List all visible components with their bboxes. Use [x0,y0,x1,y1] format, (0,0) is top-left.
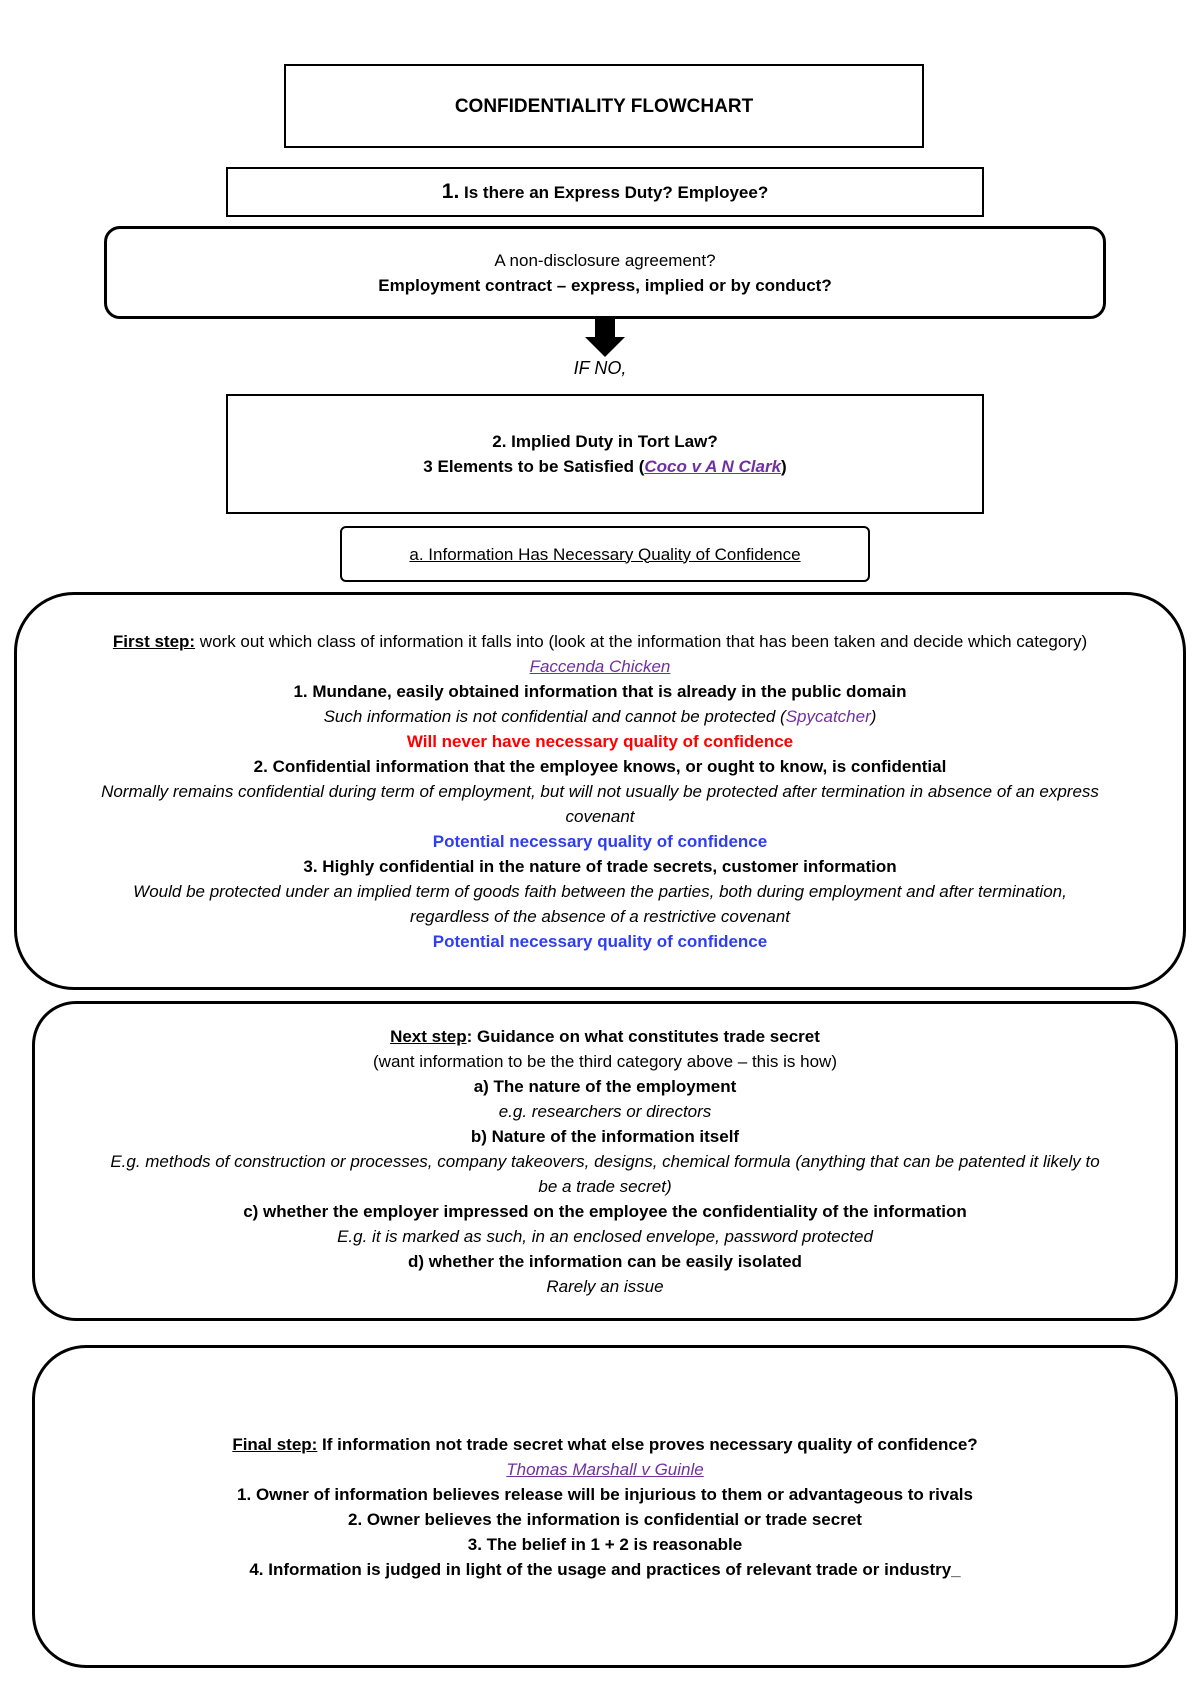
guidance-d-note: Rarely an issue [546,1276,664,1296]
final-item-1: 1. Owner of information believes release will be injurious to them or advantageous to rivals [237,1484,973,1504]
thomas-marshall-case-link[interactable]: Thomas Marshall v Guinle [506,1459,704,1479]
next-step-text: : Guidance on what constitutes trade secret [466,1026,820,1046]
first-step-box [14,592,1186,990]
guidance-c-note: E.g. it is marked as such, in an enclosed envelope, password protected [337,1226,873,1246]
category-2-title: 2. Confidential information that the employee knows, or ought to know, is confidential [253,756,947,776]
next-step-heading [390,1024,820,1049]
category-1-note [324,704,877,729]
guidance-a-note: e.g. researchers or directors [498,1101,712,1121]
next-step-sub: (want information to be the third category above – this is how) [373,1051,837,1071]
final-step-heading [232,1432,977,1457]
step1-box [226,167,984,217]
guidance-b-title: b) Nature of the information itself [470,1126,740,1146]
final-step-box [32,1345,1178,1668]
category-2-note-b: covenant [565,806,635,826]
down-arrow-icon [583,319,627,359]
step2-line-1: 2. Implied Duty in Tort Law? [492,432,718,451]
category-1-note-suffix: ) [870,706,877,726]
category-1-result: Will never have necessary quality of confidence [406,731,794,751]
express-duty-box [104,226,1106,319]
element-a-box [340,526,870,582]
express-line-1: A non-disclosure agreement? [494,250,716,270]
express-line-2: Employment contract – express, implied or by conduct? [378,275,832,295]
coco-case-link[interactable]: Coco v A N Clark [644,457,782,476]
final-item-2: 2. Owner believes the information is confidential or trade secret [348,1509,862,1529]
first-step-heading [113,629,1087,654]
category-3-result: Potential necessary quality of confidence [432,931,768,951]
step2-prefix: 3 Elements to be Satisfied ( [423,457,645,476]
step1-number: 1. [441,180,460,203]
category-2-note-a: Normally remains confidential during term of employment, but will not usually be protected after termination in absence of an express [101,781,1099,801]
category-2-result: Potential necessary quality of confidence [432,831,768,851]
category-1-note-prefix: Such information is not confidential and cannot be protected ( [323,706,786,726]
step2-line-2 [423,454,786,479]
element-a-label: a. Information Has Necessary Quality of Confidence [409,544,801,564]
step2-box [226,394,984,514]
guidance-d-title: d) whether the information can be easily isolated [408,1251,802,1271]
category-1-title: 1. Mundane, easily obtained information that is already in the public domain [293,681,907,701]
guidance-a-title: a) The nature of the employment [473,1076,737,1096]
final-item-4: 4. Information is judged in light of the usage and practices of relevant trade or industry_ [249,1559,961,1579]
spycatcher-case[interactable]: Spycatcher [785,706,871,726]
step2-suffix: ) [781,457,787,476]
category-3-note-a: Would be protected under an implied term of goods faith between the parties, both during employment and after termination, [133,881,1067,901]
step1-text: Is there an Express Duty? Employee? [459,183,769,202]
title-box [284,64,924,148]
step1-question [442,179,768,205]
if-no-label: IF NO, [573,358,627,378]
guidance-b-note-b: be a trade secret) [538,1176,672,1196]
category-3-note-b: regardless of the absence of a restrictive covenant [410,906,790,926]
guidance-b-note-a: E.g. methods of construction or processes, company takeovers, designs, chemical formula (anything that can be patented it likely to [110,1151,1100,1171]
faccenda-case-link[interactable]: Faccenda Chicken [529,656,671,676]
next-step-label: Next step [390,1026,467,1046]
first-step-label: First step: [112,631,196,651]
first-step-text: work out which class of information it falls into (look at the information that has been taken and decide which category) [195,631,1088,651]
final-step-text: If information not trade secret what else proves necessary quality of confidence? [317,1434,978,1454]
next-step-box [32,1001,1178,1321]
flowchart-title: CONFIDENTIALITY FLOWCHART [454,95,754,117]
final-item-3: 3. The belief in 1 + 2 is reasonable [467,1534,743,1554]
category-3-title: 3. Highly confidential in the nature of trade secrets, customer information [303,856,897,876]
final-step-label: Final step: [232,1434,318,1454]
guidance-c-title: c) whether the employer impressed on the employee the confidentiality of the information [243,1201,967,1221]
